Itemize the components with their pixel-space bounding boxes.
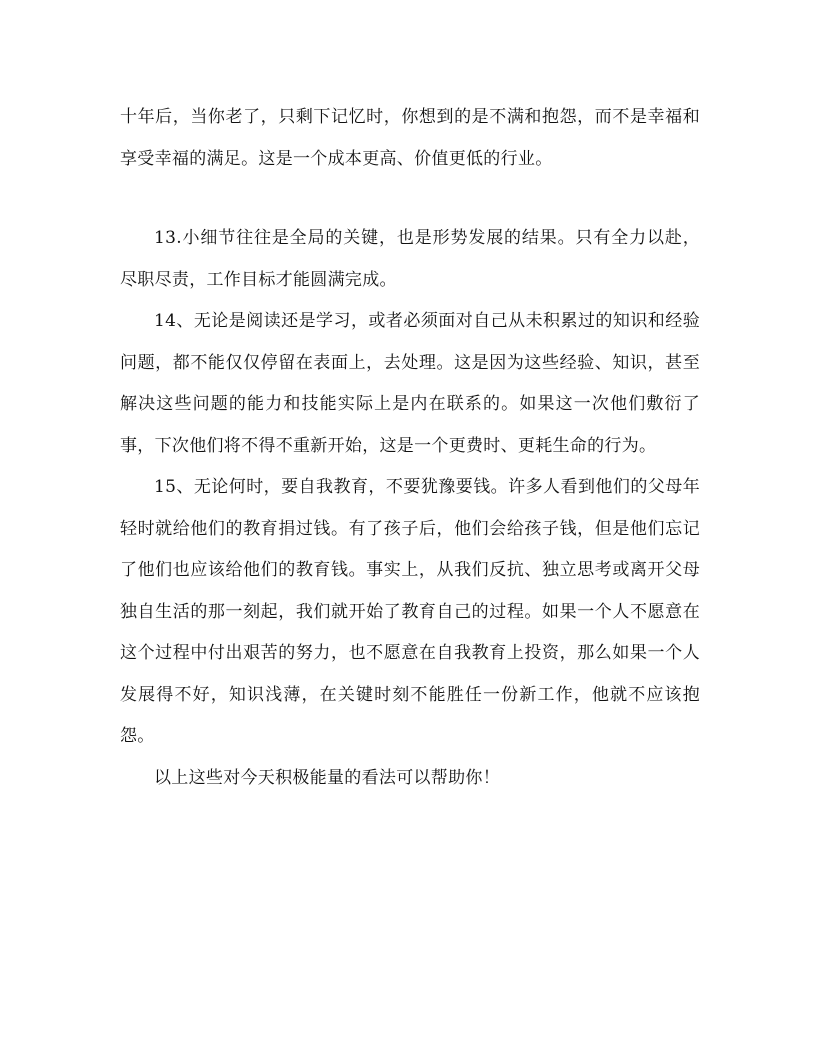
paragraph-item-14: 14、无论是阅读还是学习，或者必须面对自己从未积累过的知识和经验问题，都不能仅仅停留在表面上，去处理。这是因为这些经验、知识，甚至解决这些问题的能力和技能实际上是内在联系的。如果这一次他们敷衍了事，下次他们将不得不重新开始，这是一个更费时、更耗生命的行为。 — [120, 311, 700, 456]
paragraph-continuation: 十年后，当你老了，只剩下记忆时，你想到的是不满和抱怨，而不是幸福和享受幸福的满足。这是一个成本更高、价值更低的行业。 — [120, 107, 700, 169]
paragraph-item-15: 15、无论何时，要自我教育，不要犹豫要钱。许多人看到他们的父母年轻时就给他们的教育捐过钱。有了孩子后，他们会给孩子钱，但是他们忘记了他们也应该给他们的教育钱。事实上，从我们反抗、独立思考或离开父母独自生活的那一刻起，我们就开始了教育自己的过程。如果一个人不愿意在这个过程中付出艰苦的努力，也不愿意在自我教育上投资，那么如果一个人发展得不好，知识浅薄，在关键时刻不能胜任一份新工作，他就不应该抱怨。 — [120, 477, 700, 746]
paragraph-item-13: 13.小细节往往是全局的关键，也是形势发展的结果。只有全力以赴，尽职尽责，工作目标才能圆满完成。 — [120, 228, 700, 290]
paragraph-gap — [120, 180, 700, 218]
document-body — [120, 97, 700, 799]
paragraph-closing: 以上这些对今天积极能量的看法可以帮助你！ — [154, 767, 500, 788]
